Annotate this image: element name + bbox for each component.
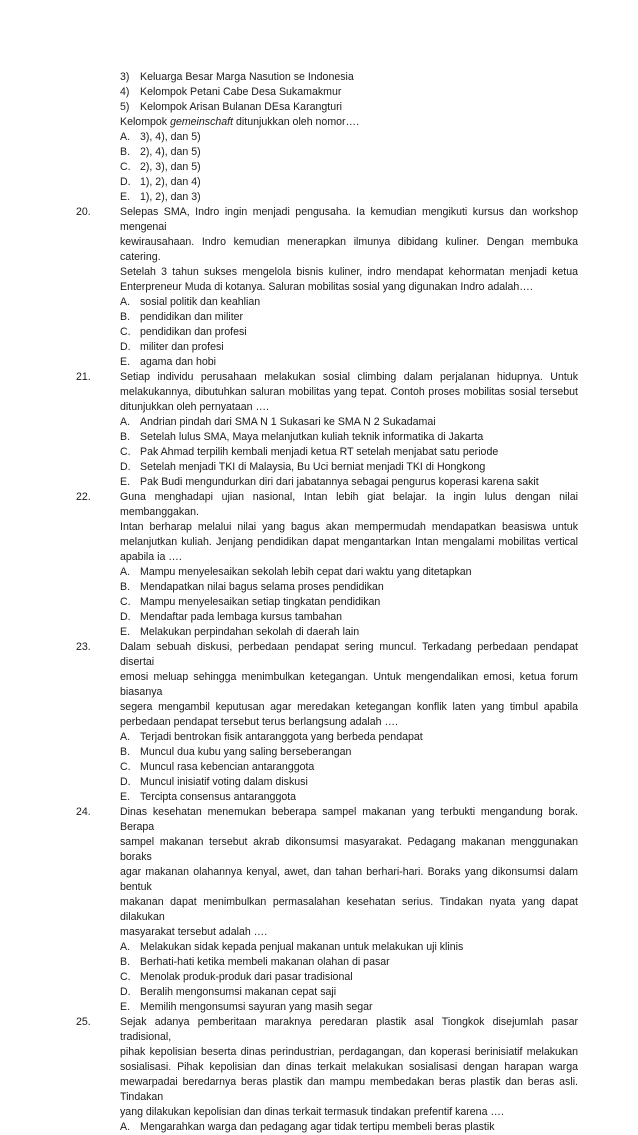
- answer-option: [120, 175, 578, 190]
- option-text: Muncul dua kubu yang saling berseberangan: [140, 746, 352, 758]
- option-label: E.: [120, 791, 131, 803]
- option-label: E.: [120, 626, 131, 638]
- answer-option: [120, 1000, 578, 1015]
- option-text: Terjadi bentrokan fisik antaranggota yang berbeda pendapat: [140, 731, 423, 743]
- option-label: B.: [120, 581, 131, 593]
- answer-options: [120, 415, 578, 490]
- option-text: Mengarahkan warga dan pedagang agar tidak tertipu membeli beras plastik: [140, 1121, 495, 1133]
- question-text-line: makanan dapat menimbulkan permasalahan kesehatan serius. Tindakan nyata yang dapat dilakukan: [120, 896, 578, 923]
- option-label: A.: [120, 941, 131, 953]
- answer-option: [120, 190, 578, 205]
- question-item: [76, 640, 578, 805]
- answer-option: [120, 760, 578, 775]
- option-label: A.: [120, 131, 131, 143]
- answer-option: [120, 460, 578, 475]
- question-text-line: sampel makanan tersebut akrab dikonsumsi masyarakat. Pedagang makanan menggunakan boraks: [120, 836, 578, 863]
- option-text: sosial politik dan keahlian: [140, 296, 261, 308]
- option-text: Muncul inisiatif voting dalam diskusi: [140, 776, 308, 788]
- option-label: D.: [120, 461, 131, 473]
- option-label: B.: [120, 146, 131, 158]
- option-label: E.: [120, 356, 131, 368]
- answer-option: [120, 340, 578, 355]
- option-text: Melakukan sidak kepada penjual makanan untuk melakukan uji klinis: [140, 941, 464, 953]
- answer-option: [120, 445, 578, 460]
- answer-option: [120, 325, 578, 340]
- question-list: [76, 205, 578, 1135]
- option-text: Kelompok Arisan Bulanan DEsa Karangturi: [140, 101, 342, 113]
- question-text-line: mewarpadai beredarnya beras plastik dan mampu membedakan beras plastik dan beras asli. Tindakan: [120, 1076, 578, 1103]
- question-number: 23.: [76, 641, 91, 653]
- answer-options: [120, 730, 578, 805]
- answer-option: [120, 130, 578, 145]
- answer-option: [120, 1120, 578, 1135]
- option-label: E.: [120, 1001, 131, 1013]
- question-text-line: masyarakat tersebut adalah ….: [120, 926, 268, 938]
- answer-options: [120, 295, 578, 370]
- option-label: B.: [120, 956, 131, 968]
- answer-option: [120, 475, 578, 490]
- option-label: 4): [120, 86, 130, 98]
- option-text: Setelah lulus SMA, Maya melanjutkan kuliah teknik informatika di Jakarta: [140, 431, 484, 443]
- option-label: E.: [120, 191, 131, 203]
- answer-option: [120, 955, 578, 970]
- answer-option: [120, 565, 578, 580]
- option-text: 1), 2), dan 4): [140, 176, 201, 188]
- option-text: 2), 3), dan 5): [140, 161, 201, 173]
- answer-option: [120, 145, 578, 160]
- answer-option: [120, 985, 578, 1000]
- question-item: [76, 490, 578, 640]
- option-text: Melakukan perpindahan sekolah di daerah lain: [140, 626, 360, 638]
- answer-option: [120, 940, 578, 955]
- option-label: C.: [120, 596, 131, 608]
- answer-option: [120, 595, 578, 610]
- question-text-line: Setelah 3 tahun sukses mengelola bisnis kuliner, indro mendapat kehormatan menjadi ketua: [120, 266, 578, 278]
- question-number: 20.: [76, 206, 91, 218]
- answer-option: [120, 610, 578, 625]
- answer-option: [120, 430, 578, 445]
- question-number: 21.: [76, 371, 91, 383]
- stem-text: ditunjukkan oleh nomor….: [233, 116, 360, 128]
- option-text: Mampu menyelesaikan sekolah lebih cepat dari waktu yang ditetapkan: [140, 566, 472, 578]
- option-text: Keluarga Besar Marga Nasution se Indonesia: [140, 71, 354, 83]
- question-text-line: Dalam sebuah diskusi, perbedaan pendapat sering muncul. Terkadang perbedaan pendapat disertai: [120, 641, 578, 668]
- option-text: agama dan hobi: [140, 356, 216, 368]
- question-text-line: perbedaan pendapat tersebut terus berlangsung adalah ….: [120, 716, 398, 728]
- answer-option: [120, 160, 578, 175]
- option-text: Mampu menyelesaikan setiap tingkatan pendidikan: [140, 596, 381, 608]
- option-label: C.: [120, 326, 131, 338]
- option-text: Menolak produk-produk dari pasar tradisional: [140, 971, 353, 983]
- option-text: pendidikan dan militer: [140, 311, 244, 323]
- option-label: 5): [120, 101, 130, 113]
- option-text: Kelompok Petani Cabe Desa Sukamakmur: [140, 86, 342, 98]
- option-label: A.: [120, 1121, 131, 1133]
- option-label: A.: [120, 731, 131, 743]
- answer-option: [120, 745, 578, 760]
- question-text-line: yang dilakukan kepolisian dan dinas terkait termasuk tindakan prefentif karena ….: [120, 1106, 504, 1118]
- option-text: Memilih mengonsumsi sayuran yang masih segar: [140, 1001, 373, 1013]
- question-text-line: Sejak adanya pemberitaan maraknya peredaran plastik asal Tiongkok disejumlah pasar tradisional,: [120, 1016, 578, 1043]
- question-text-line: segera mengambil keputusan agar meredakan ketegangan konflik laten yang timbul apabila: [120, 701, 578, 713]
- question-number: 22.: [76, 491, 91, 503]
- statement-option: [120, 85, 578, 100]
- question-text-line: sosialisasi. Pihak kepolisian dan dinas terkait melakukan sosialisasi dengan harapan warga: [120, 1061, 578, 1073]
- question-text-line: Intan berharap melalui nilai yang bagus akan mempermudah mendapatkan beasiswa untuk: [120, 521, 578, 533]
- option-label: D.: [120, 611, 131, 623]
- answer-option: [120, 970, 578, 985]
- option-label: C.: [120, 161, 131, 173]
- question-text-line: ditunjukkan oleh pernyataan ….: [120, 401, 270, 413]
- question-item: [76, 1015, 578, 1135]
- answer-option: [120, 415, 578, 430]
- question-19-stem: [120, 115, 578, 130]
- question-item: [76, 205, 578, 370]
- option-label: D.: [120, 176, 131, 188]
- option-text: 3), 4), dan 5): [140, 131, 201, 143]
- question-text-line: apabila ia ….: [120, 551, 182, 563]
- option-text: Muncul rasa kebencian antaranggota: [140, 761, 315, 773]
- option-label: B.: [120, 431, 131, 443]
- option-label: C.: [120, 971, 131, 983]
- stem-text: Kelompok: [120, 116, 171, 128]
- question-text-line: melakukannya, dibutuhkan saluran mobilitas yang tepat. Contoh proses mobilitas sosial tersebut: [120, 386, 578, 398]
- option-text: Setelah menjadi TKI di Malaysia, Bu Uci berniat menjadi TKI di Hongkong: [140, 461, 486, 473]
- option-label: C.: [120, 446, 131, 458]
- option-label: 3): [120, 71, 130, 83]
- option-text: Beralih mengonsumsi makanan cepat saji: [140, 986, 337, 998]
- answer-options: [120, 1120, 578, 1135]
- answer-option: [120, 580, 578, 595]
- question-text-line: Dinas kesehatan menemukan beberapa sampel makanan yang terbukti mengandung borak. Berapa: [120, 806, 578, 833]
- answer-option: [120, 730, 578, 745]
- option-text: Berhati-hati ketika membeli makanan olahan di pasar: [140, 956, 390, 968]
- answer-option: [120, 775, 578, 790]
- option-label: A.: [120, 416, 131, 428]
- question-number: 25.: [76, 1016, 91, 1028]
- answer-option: [120, 355, 578, 370]
- option-text: Tercipta consensus antaranggota: [140, 791, 297, 803]
- option-label: D.: [120, 776, 131, 788]
- answer-option: [120, 310, 578, 325]
- option-text: Pak Ahmad terpilih kembali menjadi ketua RT setelah menjabat satu periode: [140, 446, 499, 458]
- statement-option: [120, 70, 578, 85]
- question-19-continuation: [76, 70, 578, 205]
- option-label: B.: [120, 746, 131, 758]
- question-number: 24.: [76, 806, 91, 818]
- option-text: 2), 4), dan 5): [140, 146, 201, 158]
- option-text: Pak Budi mengundurkan diri dari jabatannya sebagai pengurus koperasi karena sakit: [140, 476, 539, 488]
- option-label: B.: [120, 311, 131, 323]
- question-text-line: agar makanan olahannya kenyal, awet, dan tahan berhari-hari. Boraks yang dikonsumsi dalam bentuk: [120, 866, 578, 893]
- option-text: Mendaftar pada lembaga kursus tambahan: [140, 611, 342, 623]
- option-label: D.: [120, 341, 131, 353]
- option-text: Andrian pindah dari SMA N 1 Sukasari ke SMA N 2 Sukadamai: [140, 416, 436, 428]
- answer-options: [120, 565, 578, 640]
- option-label: C.: [120, 761, 131, 773]
- option-text: militer dan profesi: [140, 341, 224, 353]
- option-text: Mendapatkan nilai bagus selama proses pendidikan: [140, 581, 384, 593]
- question-text-line: Guna menghadapi ujian nasional, Intan lebih giat belajar. Ia ingin lulus dengan nilai membanggakan.: [120, 491, 578, 518]
- answer-option: [120, 790, 578, 805]
- answer-options: [120, 940, 578, 1015]
- option-label: E.: [120, 476, 131, 488]
- option-text: 1), 2), dan 3): [140, 191, 201, 203]
- option-label: A.: [120, 566, 131, 578]
- answer-option: [120, 625, 578, 640]
- question-text-line: emosi meluap sehingga menimbulkan ketegangan. Untuk mengendalikan emosi, ketua forum biasanya: [120, 671, 578, 698]
- question-text-line: melanjutkan kuliah. Jenjang pendidikan dapat mengantarkan Intan mengalami mobilitas vertical: [120, 536, 578, 548]
- statement-option: [120, 100, 578, 115]
- question-text-line: pihak kepolisian beserta dinas perindustrian, perdagangan, dan koperasi berinisiatif melakukan: [120, 1046, 578, 1058]
- question-text-line: Selepas SMA, Indro ingin menjadi pengusaha. Ia kemudian mengikuti kursus dan workshop mengenai: [120, 206, 578, 233]
- stem-emphasis: gemeinschaft: [170, 116, 234, 128]
- question-text-line: Setiap individu perusahaan melakukan sosial climbing dalam perjalanan hidupnya. Untuk: [120, 371, 578, 383]
- option-label: D.: [120, 986, 131, 998]
- answer-option: [120, 295, 578, 310]
- option-label: A.: [120, 296, 131, 308]
- question-item: [76, 370, 578, 490]
- question-text-line: kewirausahaan. Indro kemudian menerapkan ilmunya dibidang kuliner. Dengan membuka catering.: [120, 236, 578, 263]
- option-text: pendidikan dan profesi: [140, 326, 247, 338]
- question-text-line: Enterpreneur Muda di kotanya. Saluran mobilitas sosial yang digunakan Indro adalah….: [120, 281, 533, 293]
- question-item: [76, 805, 578, 1015]
